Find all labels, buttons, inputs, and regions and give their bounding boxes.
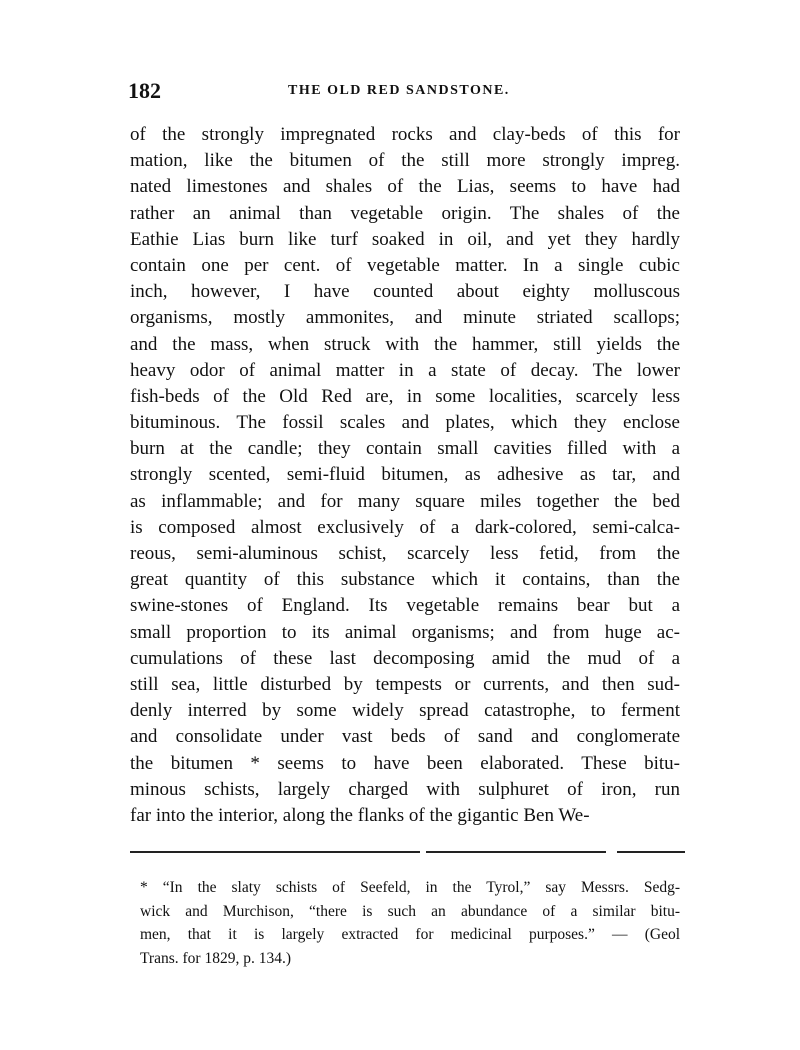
text-line: reous, semi-aluminous schist, scarcely less fetid, from the bbox=[130, 543, 680, 564]
footnote bbox=[140, 876, 680, 970]
page-header bbox=[128, 78, 688, 104]
running-title: THE OLD RED SANDSTONE. bbox=[288, 83, 510, 98]
text-line: bituminous. The fossil scales and plates, which they enclose bbox=[130, 412, 680, 434]
text-line: still sea, little disturbed by tempests or currents, and then sud- bbox=[130, 673, 680, 695]
text-line: the bitumen * seems to have been elaborated. These bitu- bbox=[130, 752, 680, 774]
page-number: 182 bbox=[128, 78, 161, 103]
separator-rule bbox=[426, 851, 606, 853]
separator-rule bbox=[130, 851, 420, 853]
text-line: cumulations of these last decomposing amid the mud of a bbox=[130, 647, 680, 669]
text-line: rather an animal than vegetable origin. The shales of the bbox=[130, 202, 680, 224]
text-line: and the mass, when struck with the hammer, still yields the bbox=[130, 333, 680, 355]
text-line: strongly scented, semi-fluid bitumen, as adhesive as tar, and bbox=[130, 464, 680, 486]
text-line: great quantity of this substance which it contains, than the bbox=[130, 569, 680, 591]
text-line: Eathie Lias burn like turf soaked in oil, and yet they hardly bbox=[130, 228, 680, 250]
footnote-separator bbox=[130, 851, 685, 855]
text-line: heavy odor of animal matter in a state of decay. The lower bbox=[130, 359, 680, 381]
text-line: denly interred by some widely spread catastrophe, to ferment bbox=[130, 700, 680, 722]
text-line: and consolidate under vast beds of sand and conglomerate bbox=[130, 726, 680, 748]
footnote-line: wick and Murchison, “there is such an abundance of a similar bitu- bbox=[140, 902, 680, 920]
footnote-line: Trans. for 1829, p. 134.) bbox=[140, 949, 291, 967]
footnote-line: * “In the slaty schists of Seefeld, in the Tyrol,” say Messrs. Sedg- bbox=[140, 879, 680, 896]
text-line: contain one per cent. of vegetable matter. In a single cubic bbox=[130, 254, 680, 276]
text-line: minous schists, largely charged with sulphuret of iron, run bbox=[130, 778, 680, 800]
text-line: fish-beds of the Old Red are, in some localities, scarcely less bbox=[130, 385, 680, 407]
text-line: small proportion to its animal organisms; and from huge ac- bbox=[130, 621, 680, 643]
text-line: organisms, mostly ammonites, and minute striated scallops; bbox=[130, 307, 680, 329]
separator-rule bbox=[617, 851, 685, 853]
text-line: swine-stones of England. Its vegetable remains bear but a bbox=[130, 595, 680, 617]
footnote-line: men, that it is largely extracted for medicinal purposes.” — (Geol bbox=[140, 926, 680, 943]
text-line: far into the interior, along the flanks of the gigantic Ben We- bbox=[130, 804, 590, 826]
text-line: mation, like the bitumen of the still more strongly impreg. bbox=[130, 150, 680, 172]
body-text bbox=[130, 122, 680, 829]
text-line: burn at the candle; they contain small cavities filled with a bbox=[130, 438, 680, 460]
text-line: of the strongly impregnated rocks and clay-beds of this for bbox=[130, 124, 680, 145]
text-line: is composed almost exclusively of a dark-colored, semi-calca- bbox=[130, 516, 680, 538]
text-line: inch, however, I have counted about eighty molluscous bbox=[130, 281, 680, 303]
text-line: nated limestones and shales of the Lias, seems to have had bbox=[130, 176, 680, 198]
text-line: as inflammable; and for many square miles together the bed bbox=[130, 490, 680, 512]
